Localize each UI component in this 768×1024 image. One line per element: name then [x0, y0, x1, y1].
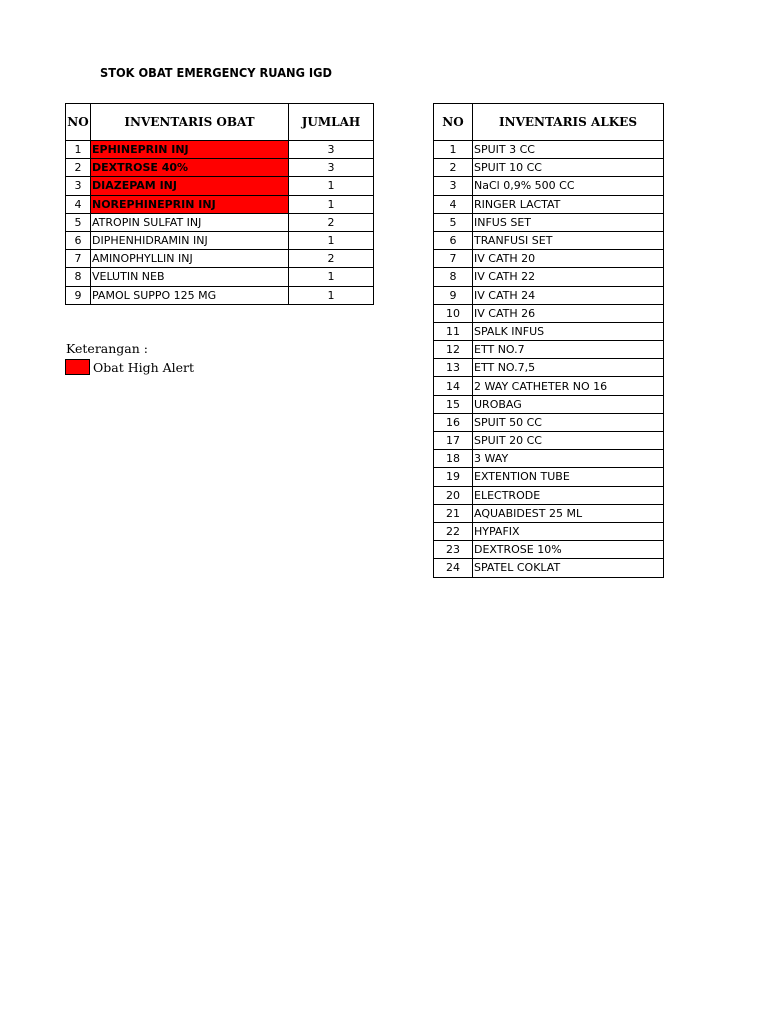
- row-number: 6: [66, 231, 91, 249]
- legend-title: Keterangan :: [66, 341, 148, 356]
- row-number: 12: [434, 341, 473, 359]
- table-row: [66, 177, 374, 195]
- table-row: [434, 468, 664, 486]
- equipment-name: SPUIT 3 CC: [473, 141, 664, 159]
- table-row: [434, 213, 664, 231]
- row-number: 4: [434, 195, 473, 213]
- equipment-name: SPUIT 10 CC: [473, 159, 664, 177]
- row-number: 20: [434, 486, 473, 504]
- drug-quantity: 1: [289, 231, 374, 249]
- equipment-name: UROBAG: [473, 395, 664, 413]
- table-row: [434, 432, 664, 450]
- equipment-name: NaCl 0,9% 500 CC: [473, 177, 664, 195]
- row-number: 13: [434, 359, 473, 377]
- row-number: 21: [434, 504, 473, 522]
- table-row: [434, 304, 664, 322]
- equipment-name: ETT NO.7: [473, 341, 664, 359]
- equipment-name: DEXTROSE 10%: [473, 541, 664, 559]
- table-row: [66, 159, 374, 177]
- row-number: 8: [66, 268, 91, 286]
- table-row: [434, 450, 664, 468]
- equipment-name: ETT NO.7,5: [473, 359, 664, 377]
- table-row: [434, 231, 664, 249]
- table-row: [66, 231, 374, 249]
- equipment-name: IV CATH 22: [473, 268, 664, 286]
- row-number: 15: [434, 395, 473, 413]
- equipment-name: EXTENTION TUBE: [473, 468, 664, 486]
- drug-name: DIAZEPAM INJ: [91, 177, 289, 195]
- drug-quantity: 1: [289, 177, 374, 195]
- alkes-inventory-table: [433, 103, 664, 578]
- table-row: [434, 177, 664, 195]
- equipment-name: 2 WAY CATHETER NO 16: [473, 377, 664, 395]
- drug-name: ATROPIN SULFAT INJ: [91, 213, 289, 231]
- table-row: [434, 413, 664, 431]
- table-row: [434, 322, 664, 340]
- drug-name: NOREPHINEPRIN INJ: [91, 195, 289, 213]
- equipment-name: HYPAFIX: [473, 522, 664, 540]
- row-number: 14: [434, 377, 473, 395]
- row-number: 5: [66, 213, 91, 231]
- table-row: [434, 268, 664, 286]
- row-number: 2: [66, 159, 91, 177]
- row-number: 9: [66, 286, 91, 304]
- equipment-name: INFUS SET: [473, 213, 664, 231]
- equipment-name: TRANFUSI SET: [473, 231, 664, 249]
- drug-quantity: 2: [289, 213, 374, 231]
- drug-name: EPHINEPRIN INJ: [91, 141, 289, 159]
- row-number: 18: [434, 450, 473, 468]
- table-row: [434, 541, 664, 559]
- table-row: [66, 195, 374, 213]
- column-header-no: NO: [66, 104, 91, 141]
- column-header-no: NO: [434, 104, 473, 141]
- drug-quantity: 1: [289, 195, 374, 213]
- equipment-name: SPALK INFUS: [473, 322, 664, 340]
- table-row: [434, 359, 664, 377]
- row-number: 11: [434, 322, 473, 340]
- table-row: [434, 141, 664, 159]
- drug-quantity: 1: [289, 268, 374, 286]
- drug-quantity: 3: [289, 141, 374, 159]
- column-header-inventaris-alkes: INVENTARIS ALKES: [473, 104, 664, 141]
- table-row: [66, 268, 374, 286]
- drug-name: AMINOPHYLLIN INJ: [91, 250, 289, 268]
- table-row: [434, 159, 664, 177]
- equipment-name: IV CATH 20: [473, 250, 664, 268]
- equipment-name: AQUABIDEST 25 ML: [473, 504, 664, 522]
- row-number: 6: [434, 231, 473, 249]
- table-row: [434, 195, 664, 213]
- table-row: [434, 250, 664, 268]
- row-number: 19: [434, 468, 473, 486]
- row-number: 17: [434, 432, 473, 450]
- drug-quantity: 1: [289, 286, 374, 304]
- table-row: [66, 286, 374, 304]
- table-row: [434, 341, 664, 359]
- table-row: [434, 286, 664, 304]
- table-row: [66, 141, 374, 159]
- table-row: [66, 213, 374, 231]
- drug-name: PAMOL SUPPO 125 MG: [91, 286, 289, 304]
- table-row: [434, 504, 664, 522]
- table-header-row: [434, 104, 664, 141]
- table-row: [434, 395, 664, 413]
- equipment-name: RINGER LACTAT: [473, 195, 664, 213]
- drug-quantity: 3: [289, 159, 374, 177]
- row-number: 8: [434, 268, 473, 286]
- drug-name: VELUTIN NEB: [91, 268, 289, 286]
- page-title: STOK OBAT EMERGENCY RUANG IGD: [100, 66, 332, 80]
- row-number: 7: [66, 250, 91, 268]
- drug-quantity: 2: [289, 250, 374, 268]
- table-row: [434, 522, 664, 540]
- row-number: 4: [66, 195, 91, 213]
- equipment-name: ELECTRODE: [473, 486, 664, 504]
- table-row: [434, 377, 664, 395]
- row-number: 23: [434, 541, 473, 559]
- legend-label: Obat High Alert: [93, 360, 195, 375]
- column-header-jumlah: JUMLAH: [289, 104, 374, 141]
- row-number: 2: [434, 159, 473, 177]
- high-alert-swatch: [65, 359, 90, 375]
- row-number: 22: [434, 522, 473, 540]
- equipment-name: 3 WAY: [473, 450, 664, 468]
- row-number: 9: [434, 286, 473, 304]
- row-number: 1: [434, 141, 473, 159]
- row-number: 3: [434, 177, 473, 195]
- row-number: 5: [434, 213, 473, 231]
- row-number: 1: [66, 141, 91, 159]
- row-number: 3: [66, 177, 91, 195]
- drug-name: DEXTROSE 40%: [91, 159, 289, 177]
- equipment-name: SPUIT 50 CC: [473, 413, 664, 431]
- table-row: [66, 250, 374, 268]
- equipment-name: SPUIT 20 CC: [473, 432, 664, 450]
- table-row: [434, 486, 664, 504]
- row-number: 10: [434, 304, 473, 322]
- table-header-row: [66, 104, 374, 141]
- equipment-name: SPATEL COKLAT: [473, 559, 664, 577]
- drug-name: DIPHENHIDRAMIN INJ: [91, 231, 289, 249]
- table-row: [434, 559, 664, 577]
- obat-inventory-table: [65, 103, 374, 305]
- row-number: 16: [434, 413, 473, 431]
- row-number: 24: [434, 559, 473, 577]
- row-number: 7: [434, 250, 473, 268]
- equipment-name: IV CATH 26: [473, 304, 664, 322]
- column-header-inventaris-obat: INVENTARIS OBAT: [91, 104, 289, 141]
- equipment-name: IV CATH 24: [473, 286, 664, 304]
